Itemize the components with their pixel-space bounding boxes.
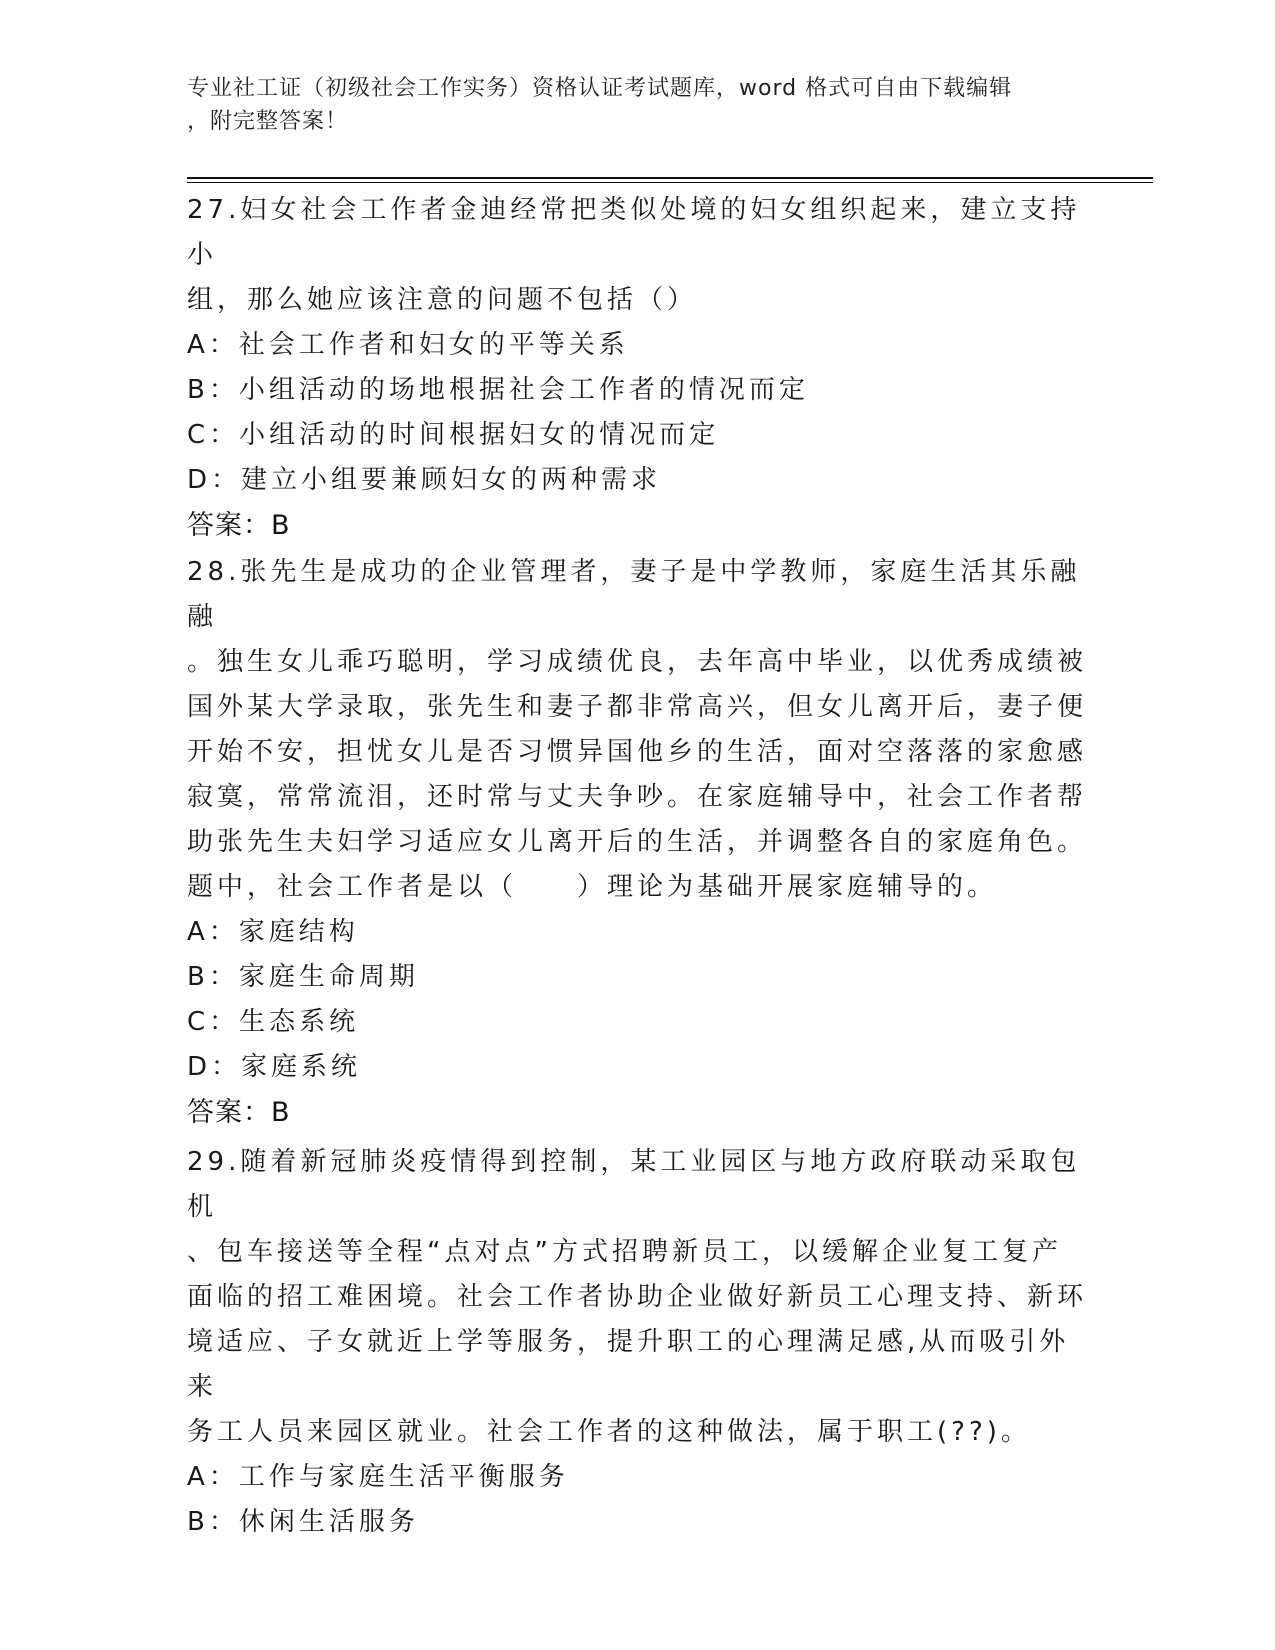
question-stem-line: 。独生女儿乖巧聪明，学习成绩优良，去年高中毕业，以优秀成绩被	[187, 647, 1088, 677]
answer-text: 答案：B	[187, 510, 291, 541]
option-c: C：小组活动的时间根据妇女的情况而定	[187, 420, 720, 450]
question-stem-line: 面临的招工难困境。社会工作者协助企业做好新员工心理支持、新环	[187, 1282, 1088, 1312]
option-b: B：休闲生活服务	[187, 1507, 419, 1537]
option-d: D：建立小组要兼顾妇女的两种需求	[187, 465, 662, 495]
question-stem-line: 务工人员来园区就业。社会工作者的这种做法，属于职工(??)。	[187, 1417, 1031, 1447]
question-stem-line: 国外某大学录取，张先生和妻子都非常高兴，但女儿离开后，妻子便	[187, 692, 1088, 722]
question-stem-line: 题中，社会工作者是以（ ）理论为基础开展家庭辅导的。	[187, 872, 998, 902]
header-divider-thin	[187, 182, 1153, 183]
question-29	[187, 1140, 1087, 1545]
question-stem-line: 组，那么她应该注意的问题不包括（）	[187, 285, 698, 315]
question-stem-line: 28.张先生是成功的企业管理者，妻子是中学教师，家庭生活其乐融融	[187, 557, 1081, 632]
question-stem-line: 助张先生夫妇学习适应女儿离开后的生活，并调整各自的家庭角色。	[187, 827, 1088, 857]
question-stem-line: 、包车接送等全程“点对点”方式招聘新员工，以缓解企业复工复产	[187, 1237, 1062, 1267]
header-line-2: ，附完整答案！	[187, 109, 349, 134]
question-stem-line: 开始不安，担忧女儿是否习惯异国他乡的生活，面对空落落的家愈感	[187, 737, 1088, 767]
question-28	[187, 550, 1087, 1135]
option-c: C：生态系统	[187, 1007, 360, 1037]
option-b: B：家庭生命周期	[187, 962, 419, 992]
option-d: D：家庭系统	[187, 1052, 362, 1082]
document-header	[187, 72, 1067, 138]
question-27	[187, 188, 1087, 548]
header-divider-thick	[187, 177, 1153, 179]
option-a: A：社会工作者和妇女的平等关系	[187, 330, 629, 360]
option-a: A：家庭结构	[187, 917, 359, 947]
answer-text: 答案：B	[187, 1097, 291, 1128]
option-b: B：小组活动的场地根据社会工作者的情况而定	[187, 375, 809, 405]
question-stem-line: 寂寞，常常流泪，还时常与丈夫争吵。在家庭辅导中，社会工作者帮	[187, 782, 1088, 812]
header-line-1: 专业社工证（初级社会工作实务）资格认证考试题库，word 格式可自由下载编辑	[187, 76, 1013, 101]
question-stem-line: 27.妇女社会工作者金迪经常把类似处境的妇女组织起来，建立支持小	[187, 195, 1081, 270]
question-stem-line: 境适应、子女就近上学等服务，提升职工的心理满足感,从而吸引外来	[187, 1327, 1070, 1402]
question-stem-line: 29.随着新冠肺炎疫情得到控制，某工业园区与地方政府联动采取包机	[187, 1147, 1081, 1222]
option-a: A：工作与家庭生活平衡服务	[187, 1462, 569, 1492]
